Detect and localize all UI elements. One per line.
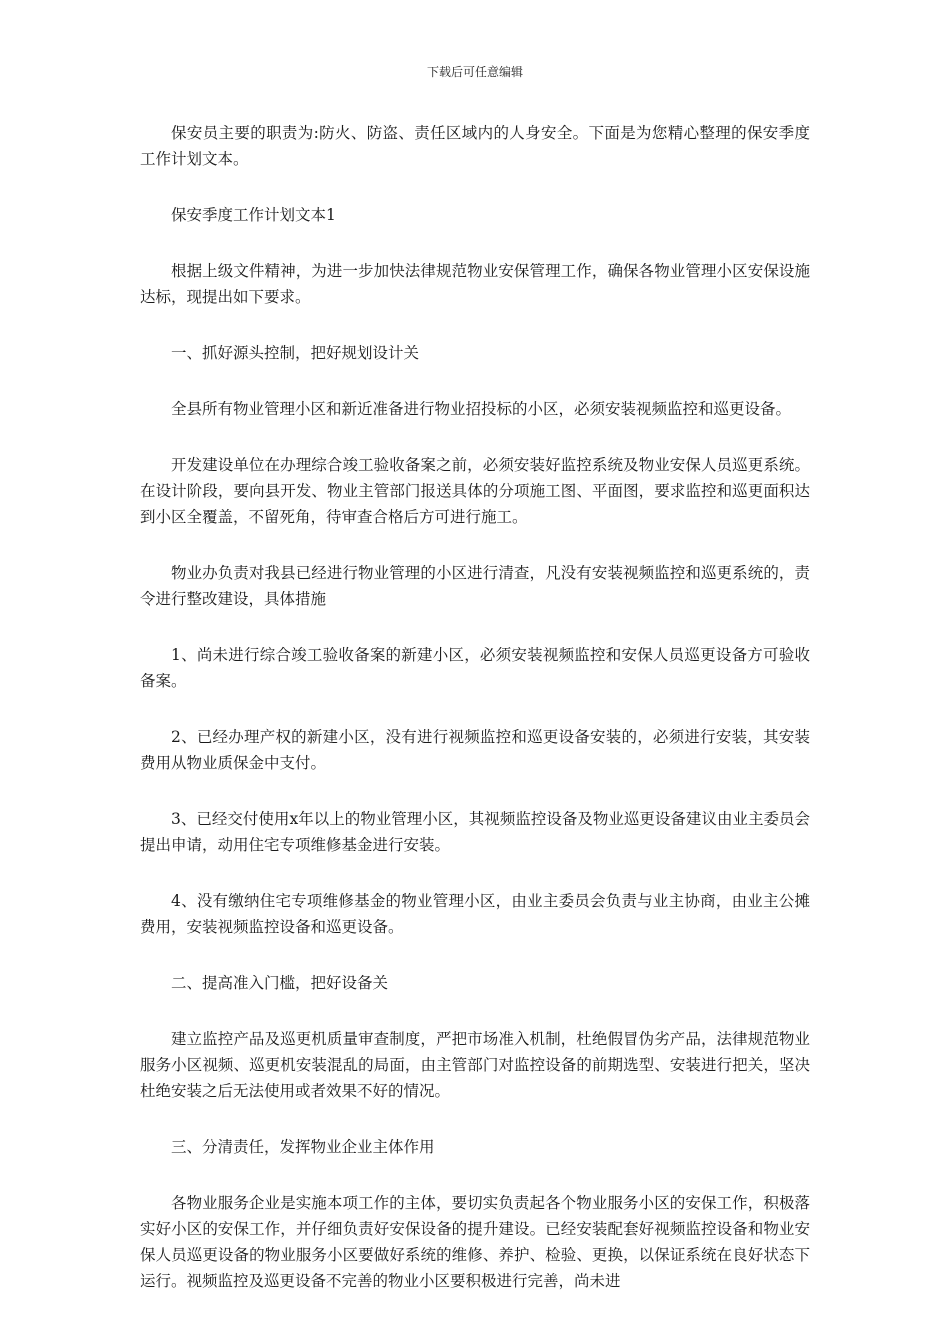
heading-2: 二、提高准入门槛，把好设备关 [171, 974, 389, 992]
heading-3: 三、分清责任，发挥物业企业主体作用 [171, 1138, 435, 1156]
body-paragraph: 建立监控产品及巡更机质量审查制度，严把市场准入机制，杜绝假冒伪劣产品，法律规范物业服务小区视频、巡更机安装混乱的局面，由主管部门对监控设备的前期选型、安装进行把关，坚决杜绝安装之后无法使用或者效果不好的情况。 [140, 1030, 810, 1100]
body-paragraph: 根据上级文件精神，为进一步加快法律规范物业安保管理工作，确保各物业管理小区安保设施达标，现提出如下要求。 [140, 262, 810, 306]
list-item-1: 1、尚未进行综合竣工验收备案的新建小区，必须安装视频监控和安保人员巡更设备方可验收备案。 [140, 646, 810, 690]
document-body [140, 120, 810, 1324]
body-paragraph: 各物业服务企业是实施本项工作的主体，要切实负责起各个物业服务小区的安保工作，积极落实好小区的安保工作，并仔细负责好安保设备的提升建设。已经安装配套好视频监控设备和物业安保人员巡更设备的物业服务小区要做好系统的维修、养护、检验、更换，以保证系统在良好状态下运行。视频监控及巡更设备不完善的物业小区要积极进行完善，尚未进 [140, 1194, 810, 1290]
list-item-3: 3、已经交付使用x年以上的物业管理小区，其视频监控设备及物业巡更设备建议由业主委员会提出申请，动用住宅专项维修基金进行安装。 [140, 810, 810, 854]
intro-paragraph: 保安员主要的职责为:防火、防盗、责任区域内的人身安全。下面是为您精心整理的保安季度工作计划文本。 [140, 124, 810, 168]
body-paragraph: 开发建设单位在办理综合竣工验收备案之前，必须安装好监控系统及物业安保人员巡更系统。在设计阶段，要向县开发、物业主管部门报送具体的分项施工图、平面图，要求监控和巡更面积达到小区全覆盖，不留死角，待审查合格后方可进行施工。 [140, 456, 810, 526]
page-header-note: 下载后可任意编辑 [426, 65, 523, 79]
section-title: 保安季度工作计划文本1 [171, 206, 336, 224]
list-item-4: 4、没有缴纳住宅专项维修基金的物业管理小区，由业主委员会负责与业主协商，由业主公摊费用，安装视频监控设备和巡更设备。 [140, 892, 810, 936]
body-paragraph: 物业办负责对我县已经进行物业管理的小区进行清查，凡没有安装视频监控和巡更系统的，责令进行整改建设，具体措施 [140, 564, 810, 608]
body-paragraph: 全县所有物业管理小区和新近准备进行物业招投标的小区，必须安装视频监控和巡更设备。 [171, 400, 792, 418]
heading-1: 一、抓好源头控制，把好规划设计关 [171, 344, 420, 362]
list-item-2: 2、已经办理产权的新建小区，没有进行视频监控和巡更设备安装的，必须进行安装，其安装费用从物业质保金中支付。 [140, 728, 810, 772]
